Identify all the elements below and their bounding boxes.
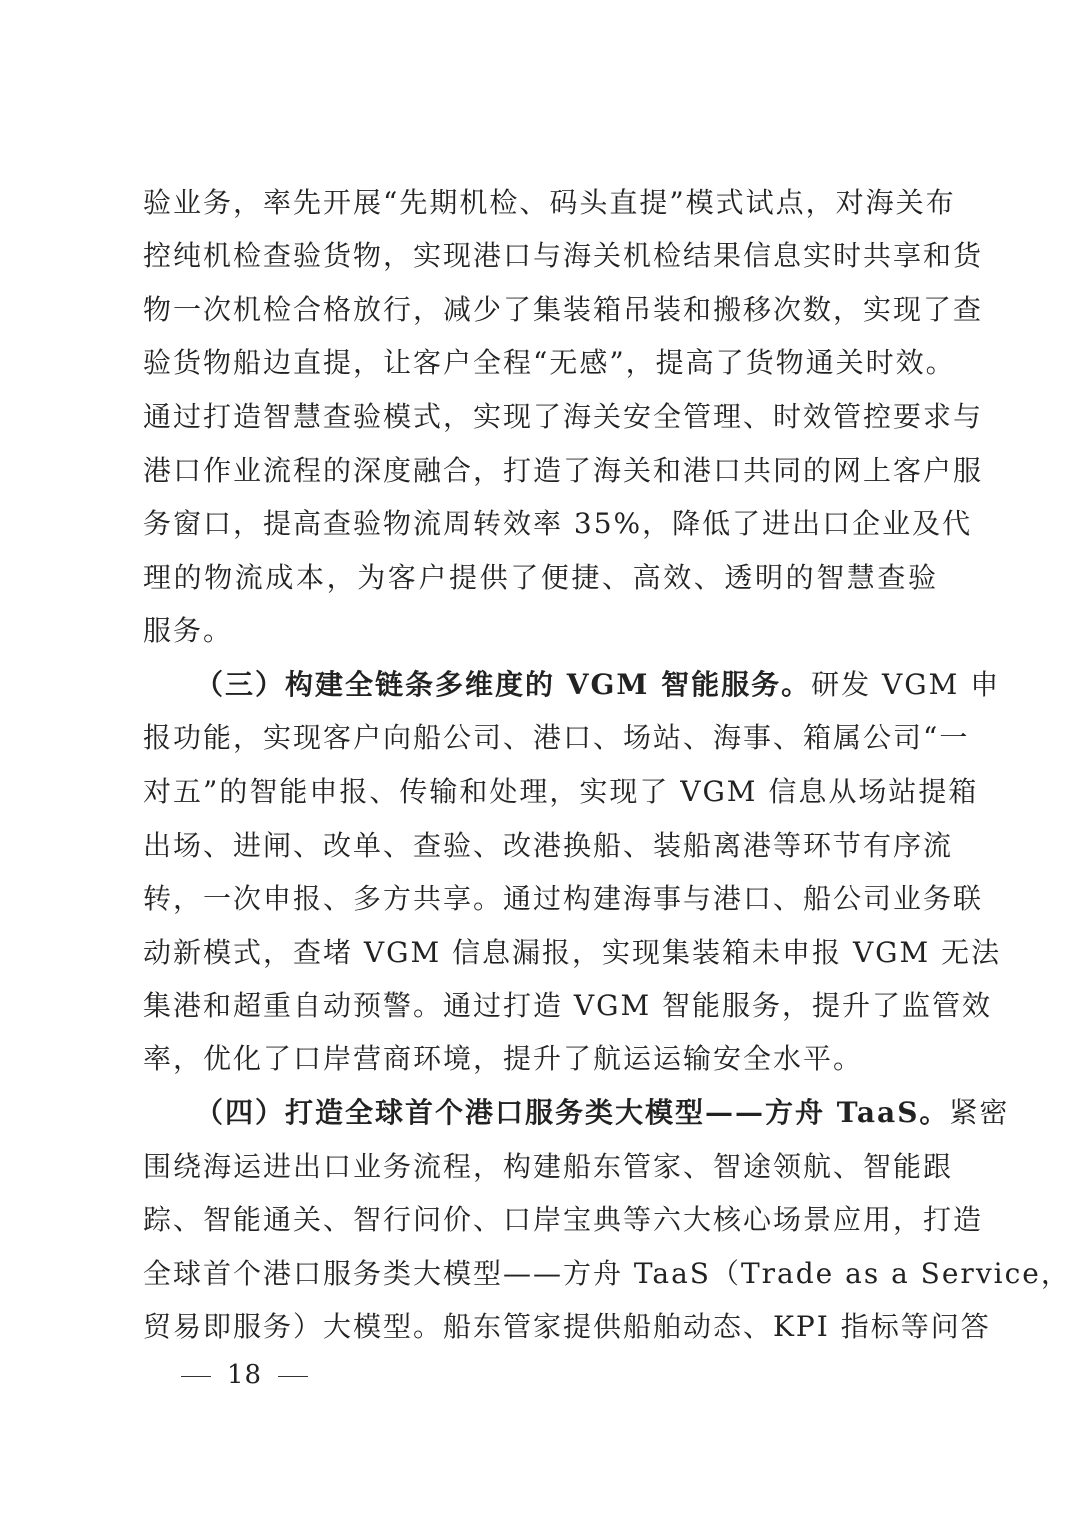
paragraph-line: 验业务，率先开展“先期机检、码头直提”模式试点，对海关布 xyxy=(143,186,956,219)
paragraph-line: 出场、进闸、改单、查验、改港换船、装船离港等环节有序流 xyxy=(143,829,954,862)
section-3-heading: （三）构建全链条多维度的 VGM 智能服务。 xyxy=(195,668,812,701)
paragraph-line: 转，一次申报、多方共享。通过构建海事与港口、船公司业务联 xyxy=(143,882,984,915)
paragraph-line: 物一次机检合格放行，减少了集装箱吊装和搬移次数，实现了查 xyxy=(143,293,984,326)
section-4-first-line-text: 紧密 xyxy=(949,1096,1010,1129)
section-4-heading: （四）打造全球首个港口服务类大模型——方舟 TaaS。 xyxy=(195,1096,950,1129)
section-3-first-line-text: 研发 VGM 申 xyxy=(811,668,1001,701)
paragraph-line: 港口作业流程的深度融合，打造了海关和港口共同的网上客户服 xyxy=(143,454,984,487)
paragraph-line: 全球首个港口服务类大模型——方舟 TaaS（Trade as a Service， xyxy=(143,1257,1071,1290)
paragraph-line: 踪、智能通关、智行问价、口岸宝典等六大核心场景应用，打造 xyxy=(143,1203,984,1236)
page-number-dash-right xyxy=(278,1376,308,1377)
paragraph-line: 报功能，实现客户向船公司、港口、场站、海事、箱属公司“一 xyxy=(143,721,970,754)
section-3-first-line xyxy=(195,665,1001,705)
paragraph-line: 控纯机检查验货物，实现港口与海关机检结果信息实时共享和货 xyxy=(143,239,984,272)
section-4-first-line xyxy=(195,1093,1010,1133)
page-number xyxy=(165,1355,324,1395)
paragraph-line: 围绕海运进出口业务流程，构建船东管家、智途领航、智能跟 xyxy=(143,1150,954,1183)
paragraph-line: 对五”的智能申报、传输和处理，实现了 VGM 信息从场站提箱 xyxy=(143,775,979,808)
paragraph-line: 贸易即服务）大模型。船东管家提供船舶动态、KPI 指标等问答 xyxy=(143,1310,991,1343)
paragraph-line: 务窗口，提高查验物流周转效率 35%，降低了进出口企业及代 xyxy=(143,507,973,540)
paragraph-line: 集港和超重自动预警。通过打造 VGM 智能服务，提升了监管效 xyxy=(143,989,993,1022)
paragraph-line: 通过打造智慧查验模式，实现了海关安全管理、时效管控要求与 xyxy=(143,400,984,433)
page-number-value: 18 xyxy=(227,1360,263,1390)
paragraph-line: 率，优化了口岸营商环境，提升了航运运输安全水平。 xyxy=(143,1042,864,1075)
paragraph-line: 验货物船边直提，让客户全程“无感”，提高了货物通关时效。 xyxy=(143,346,956,379)
paragraph-line: 服务。 xyxy=(143,614,234,647)
paragraph-line: 动新模式，查堵 VGM 信息漏报，实现集装箱未申报 VGM 无法 xyxy=(143,936,1002,969)
paragraph-line: 理的物流成本，为客户提供了便捷、高效、透明的智慧查验 xyxy=(143,561,938,594)
page-number-dash-left xyxy=(181,1376,211,1377)
